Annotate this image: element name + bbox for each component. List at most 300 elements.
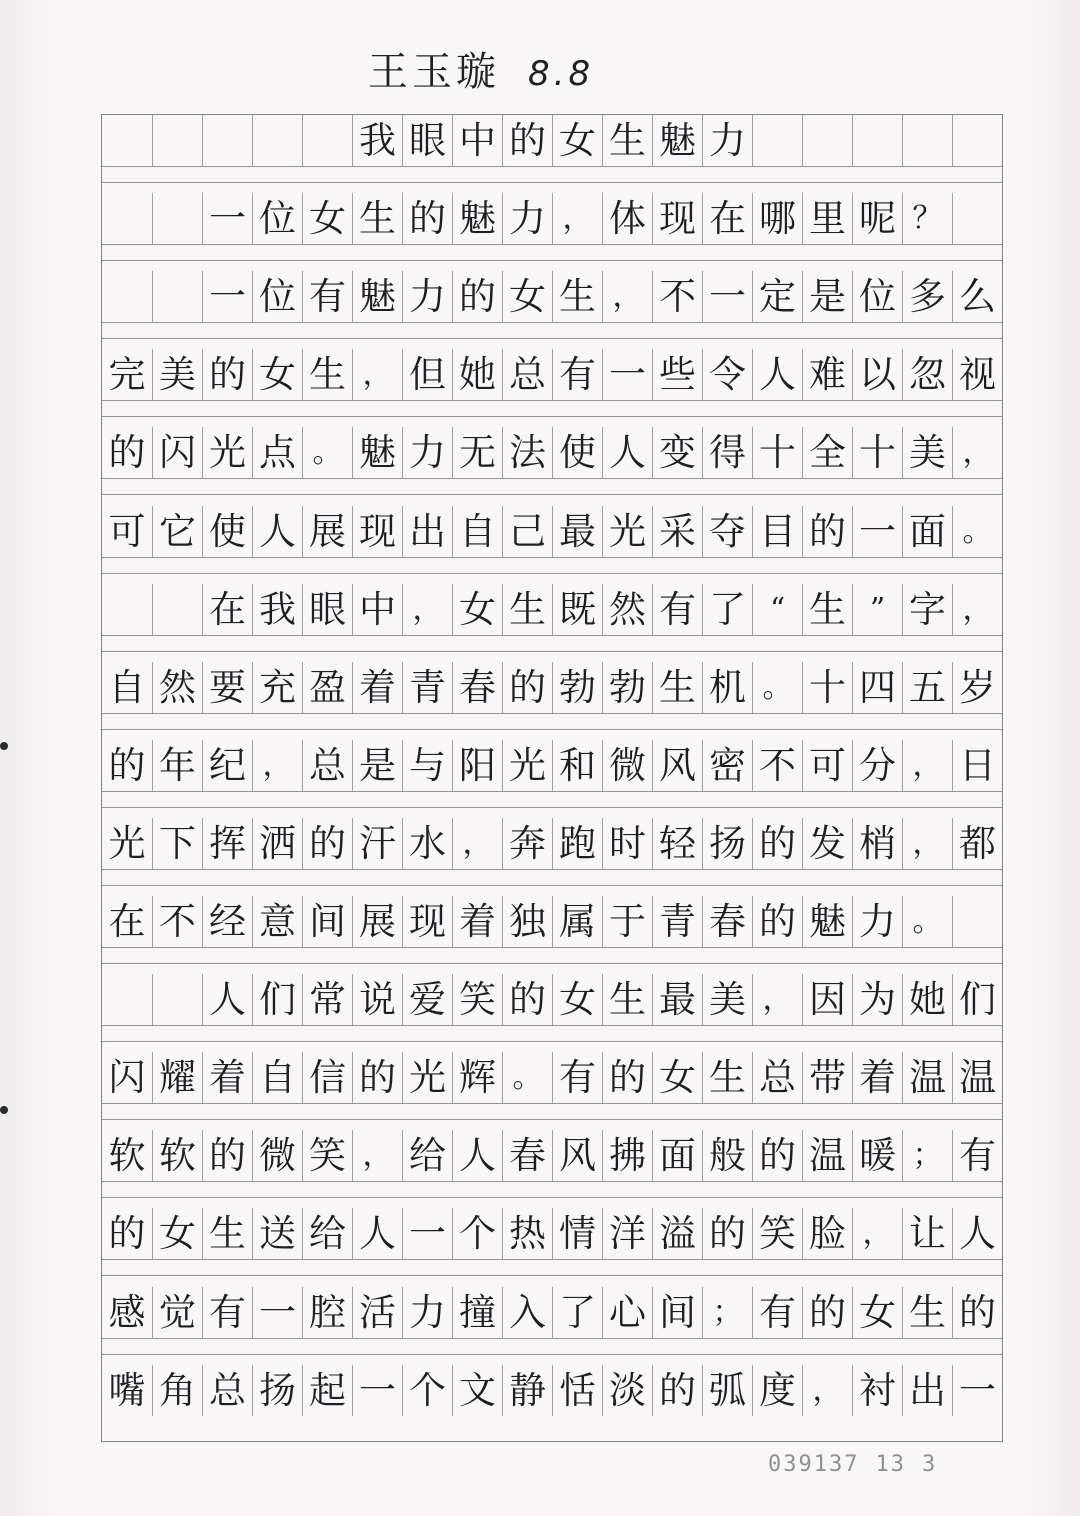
grid-cell: 意 xyxy=(252,896,302,947)
grid-cell: 呢 xyxy=(852,193,902,244)
grid-cell: 温 xyxy=(952,1052,1002,1103)
grid-cell: 出 xyxy=(402,506,452,557)
grid-cell: 春 xyxy=(702,896,752,947)
grid-cell: 女 xyxy=(552,974,602,1025)
grid-cell: 生 xyxy=(352,193,402,244)
grid-cell: 角 xyxy=(152,1365,202,1416)
grid-cell: 淡 xyxy=(602,1365,652,1416)
grid-cell: 让 xyxy=(902,1208,952,1259)
grid-cell xyxy=(202,115,252,166)
grid-cell: 最 xyxy=(552,506,602,557)
grid-cell: 软 xyxy=(152,1130,202,1181)
grid-cell: 洋 xyxy=(602,1208,652,1259)
grid-cell: 力 xyxy=(402,1287,452,1338)
grid-cell: 的 xyxy=(108,1212,146,1256)
grid-cell: 有 xyxy=(552,349,602,400)
grid-cell xyxy=(302,115,352,166)
grid-cell: 笑 xyxy=(752,1208,802,1259)
grid-cell: 分 xyxy=(852,740,902,791)
grid-cell: 勃 xyxy=(602,662,652,713)
grid-cell: 一 xyxy=(202,193,252,244)
title-row xyxy=(102,115,1002,166)
grid-cell: 女 xyxy=(302,193,352,244)
grid-cell: 面 xyxy=(902,506,952,557)
grid-cell: 日 xyxy=(952,740,1002,791)
grid-cell: 盈 xyxy=(302,662,352,713)
grid-cell: 美 xyxy=(702,974,752,1025)
text-row xyxy=(102,193,1002,244)
grid-cell xyxy=(752,115,802,166)
grid-cell: 生 xyxy=(502,584,552,635)
grid-cell xyxy=(952,193,1002,244)
grid-cell: 给 xyxy=(302,1208,352,1259)
grid-cell: 青 xyxy=(402,662,452,713)
date-label: 8.8 xyxy=(528,54,595,94)
text-row xyxy=(102,349,1002,400)
grid-cell: 生 xyxy=(552,271,602,322)
grid-cell: 是 xyxy=(352,740,402,791)
grid-cell: 一 xyxy=(852,506,902,557)
grid-cell: 与 xyxy=(402,740,452,791)
grid-cell: 了 xyxy=(552,1287,602,1338)
grid-cell xyxy=(952,115,1002,166)
grid-cell: 力 xyxy=(402,271,452,322)
grid-cell: 觉 xyxy=(152,1287,202,1338)
grid-cell: 风 xyxy=(652,740,702,791)
grid-cell: 人 xyxy=(202,974,252,1025)
grid-cell xyxy=(102,974,152,1025)
grid-cell: 我 xyxy=(252,584,302,635)
grid-cell: 因 xyxy=(802,974,852,1025)
author-name: 王玉璇 xyxy=(368,49,500,95)
grid-cell: 力 xyxy=(402,427,452,478)
grid-cell: ， xyxy=(252,740,302,791)
grid-cell: 眼 xyxy=(302,584,352,635)
binding-hole xyxy=(0,742,8,750)
grid-cell: 魅 xyxy=(452,193,502,244)
grid-cell: 采 xyxy=(652,506,702,557)
grid-cell: 光 xyxy=(502,740,552,791)
grid-cell: 视 xyxy=(952,349,1002,400)
paper-number-1: 13 xyxy=(875,1452,906,1477)
grid-cell: 现 xyxy=(352,506,402,557)
grid-cell: 现 xyxy=(652,193,702,244)
grid-cell: 生 xyxy=(702,1052,752,1103)
grid-cell: 女 xyxy=(852,1287,902,1338)
grid-cell: 撞 xyxy=(452,1287,502,1338)
grid-cell: 的 xyxy=(702,1208,752,1259)
grid-cell: 个 xyxy=(402,1365,452,1416)
grid-cell: 的 xyxy=(652,1365,702,1416)
grid-cell: 目 xyxy=(752,506,802,557)
grid-cell: 时 xyxy=(602,818,652,869)
grid-cell: 一 xyxy=(952,1365,1002,1416)
grid-cell: 哪 xyxy=(752,193,802,244)
grid-cell: 总 xyxy=(202,1365,252,1416)
grid-cell: 年 xyxy=(152,740,202,791)
text-row xyxy=(102,896,1002,947)
grid-cell: 位 xyxy=(852,271,902,322)
grid-cell: 力 xyxy=(852,896,902,947)
row-gap xyxy=(102,557,1002,574)
grid-cell: 使 xyxy=(552,427,602,478)
grid-cell: 女 xyxy=(502,271,552,322)
grid-cell xyxy=(252,115,302,166)
grid-cell: 她 xyxy=(452,349,502,400)
grid-cell: 给 xyxy=(402,1130,452,1181)
grid-cell: 的 xyxy=(202,349,252,400)
grid-cell: 自 xyxy=(452,506,502,557)
grid-cell: 拂 xyxy=(602,1130,652,1181)
title-char: 女 xyxy=(552,115,602,166)
grid-cell: 的 xyxy=(352,1052,402,1103)
grid-cell: 文 xyxy=(452,1365,502,1416)
grid-cell: 辉 xyxy=(452,1052,502,1103)
grid-cell: ， xyxy=(352,1130,402,1181)
grid-cell: 位 xyxy=(252,271,302,322)
grid-cell: 的 xyxy=(752,818,802,869)
grid-cell: 展 xyxy=(302,506,352,557)
grid-cell: 难 xyxy=(802,349,852,400)
grid-cell: 生 xyxy=(202,1208,252,1259)
text-row xyxy=(102,1130,1002,1181)
grid-cell: 为 xyxy=(852,974,902,1025)
grid-cell: 的 xyxy=(202,1130,252,1181)
grid-cell: 扬 xyxy=(252,1365,302,1416)
page-header xyxy=(368,40,594,97)
grid-cell: 阳 xyxy=(452,740,502,791)
grid-cell: 一 xyxy=(602,349,652,400)
text-row xyxy=(102,974,1002,1025)
grid-cell: 是 xyxy=(802,271,852,322)
grid-cell: 了 xyxy=(702,584,752,635)
grid-cell: 一 xyxy=(252,1287,302,1338)
grid-cell: 下 xyxy=(152,818,202,869)
grid-cell: 腔 xyxy=(302,1287,352,1338)
row-gap xyxy=(102,166,1002,183)
grid-cell: 夺 xyxy=(702,506,752,557)
grid-cell: 的 xyxy=(802,1287,852,1338)
row-gap xyxy=(102,1259,1002,1276)
grid-cell: 在 xyxy=(202,584,252,635)
grid-cell: 面 xyxy=(652,1130,702,1181)
grid-cell: ， xyxy=(602,271,652,322)
grid-cell: 们 xyxy=(952,974,1002,1025)
row-gap xyxy=(102,1338,1002,1355)
grid-cell: 人 xyxy=(252,506,302,557)
grid-cell: 五 xyxy=(902,662,952,713)
grid-cell: 于 xyxy=(602,896,652,947)
grid-cell: 爱 xyxy=(402,974,452,1025)
grid-cell: 要 xyxy=(202,662,252,713)
grid-cell: 岁 xyxy=(952,662,1002,713)
grid-cell: 充 xyxy=(252,662,302,713)
grid-cell: 出 xyxy=(902,1365,952,1416)
grid-cell: 暖 xyxy=(852,1130,902,1181)
grid-cell: 闪 xyxy=(108,1056,146,1100)
grid-cell: 不 xyxy=(752,740,802,791)
grid-cell: 梢 xyxy=(852,818,902,869)
grid-cell: 信 xyxy=(302,1052,352,1103)
grid-cell: “ xyxy=(752,584,802,635)
grid-cell: 弧 xyxy=(702,1365,752,1416)
grid-cell: 她 xyxy=(902,974,952,1025)
grid-cell: 。 xyxy=(752,662,802,713)
grid-cell: 都 xyxy=(952,818,1002,869)
grid-cell: 在 xyxy=(108,900,146,943)
grid-cell: ， xyxy=(552,193,602,244)
row-gap xyxy=(102,1103,1002,1120)
grid-cell: 着 xyxy=(852,1052,902,1103)
grid-cell xyxy=(852,115,902,166)
text-row xyxy=(102,740,1002,791)
grid-cell: 间 xyxy=(652,1287,702,1338)
grid-cell: 然 xyxy=(602,584,652,635)
grid-cell: ； xyxy=(902,1130,952,1181)
grid-cell xyxy=(952,896,1002,947)
grid-cell: 独 xyxy=(502,896,552,947)
text-row xyxy=(102,662,1002,713)
text-row xyxy=(102,1287,1002,1338)
grid-cell: 心 xyxy=(602,1287,652,1338)
grid-cell: 般 xyxy=(702,1130,752,1181)
grid-cell: ， xyxy=(402,584,452,635)
grid-cell: 的 xyxy=(602,1052,652,1103)
grid-cell: 轻 xyxy=(652,818,702,869)
grid-cell: 总 xyxy=(752,1052,802,1103)
grid-cell: 有 xyxy=(952,1130,1002,1181)
grid-cell: 人 xyxy=(352,1208,402,1259)
grid-cell: 生 xyxy=(302,349,352,400)
grid-cell: 发 xyxy=(802,818,852,869)
grid-cell: 一 xyxy=(352,1365,402,1416)
grid-cell: 总 xyxy=(302,740,352,791)
grid-cell: 体 xyxy=(602,193,652,244)
grid-cell: 现 xyxy=(402,896,452,947)
grid-cell: ？ xyxy=(902,193,952,244)
grid-cell: 一 xyxy=(202,271,252,322)
grid-cell: 十 xyxy=(852,427,902,478)
paper-footer xyxy=(768,1452,953,1477)
title-char: 我 xyxy=(352,115,402,166)
grid-cell: 不 xyxy=(652,271,702,322)
grid-cell: 有 xyxy=(202,1287,252,1338)
grid-cell: 光 xyxy=(602,506,652,557)
row-gap xyxy=(102,244,1002,261)
grid-cell: 字 xyxy=(902,584,952,635)
grid-cell: 的 xyxy=(502,662,552,713)
grid-cell: 的 xyxy=(108,431,146,475)
grid-cell: 带 xyxy=(802,1052,852,1103)
grid-cell: ， xyxy=(902,740,952,791)
row-gap xyxy=(102,400,1002,417)
grid-cell: 温 xyxy=(802,1130,852,1181)
grid-cell: 忽 xyxy=(902,349,952,400)
grid-cell: 闪 xyxy=(152,427,202,478)
grid-cell: 全 xyxy=(802,427,852,478)
grid-cell: 脸 xyxy=(802,1208,852,1259)
grid-cell: 机 xyxy=(702,662,752,713)
grid-cell xyxy=(102,115,152,166)
grid-cell xyxy=(152,193,202,244)
title-char: 眼 xyxy=(402,115,452,166)
grid-cell: 着 xyxy=(452,896,502,947)
grid-cell: 女 xyxy=(652,1052,702,1103)
grid-cell: 感 xyxy=(108,1290,146,1334)
grid-cell: 情 xyxy=(552,1208,602,1259)
grid-cell: 的 xyxy=(302,818,352,869)
text-row xyxy=(102,1208,1002,1259)
grid-cell: 着 xyxy=(202,1052,252,1103)
grid-cell: 生 xyxy=(802,584,852,635)
grid-cell: 的 xyxy=(502,974,552,1025)
grid-cell: 些 xyxy=(652,349,702,400)
grid-cell: 法 xyxy=(502,427,552,478)
grid-cell: 笑 xyxy=(302,1130,352,1181)
grid-cell: 。 xyxy=(902,896,952,947)
grid-cell: 人 xyxy=(452,1130,502,1181)
grid-cell: 洒 xyxy=(252,818,302,869)
grid-cell: 间 xyxy=(302,896,352,947)
grid-cell: 的 xyxy=(752,896,802,947)
grid-cell: 微 xyxy=(602,740,652,791)
row-gap xyxy=(102,869,1002,886)
grid-cell: 嘴 xyxy=(108,1368,146,1412)
grid-cell: 水 xyxy=(402,818,452,869)
grid-cell: 有 xyxy=(652,584,702,635)
grid-cell: 在 xyxy=(702,193,752,244)
binding-hole xyxy=(0,1106,8,1114)
grid-cell: 活 xyxy=(352,1287,402,1338)
grid-cell xyxy=(152,271,202,322)
grid-cell: 生 xyxy=(602,974,652,1025)
grid-cell: ， xyxy=(952,584,1002,635)
grid-cell: 笑 xyxy=(452,974,502,1025)
grid-cell: 挥 xyxy=(202,818,252,869)
grid-cell: 的 xyxy=(952,1287,1002,1338)
grid-cell: 力 xyxy=(502,193,552,244)
grid-cell: 美 xyxy=(902,427,952,478)
grid-cell: 常 xyxy=(302,974,352,1025)
grid-cell: 变 xyxy=(652,427,702,478)
grid-cell: 己 xyxy=(502,506,552,557)
grid-cell: 经 xyxy=(202,896,252,947)
grid-cell: 生 xyxy=(652,662,702,713)
grid-cell: 密 xyxy=(702,740,752,791)
title-char: 中 xyxy=(452,115,502,166)
grid-cell: 春 xyxy=(502,1130,552,1181)
grid-cell xyxy=(102,193,152,244)
grid-cell: 多 xyxy=(902,271,952,322)
grid-cell: 的 xyxy=(452,271,502,322)
title-char: 的 xyxy=(502,115,552,166)
text-row xyxy=(102,1365,1002,1416)
grid-cell: 软 xyxy=(108,1134,146,1178)
grid-cell: 。 xyxy=(952,506,1002,557)
grid-cell: ， xyxy=(902,818,952,869)
grid-cell: ， xyxy=(452,818,502,869)
grid-cell: ， xyxy=(952,427,1002,478)
grid-cell: 入 xyxy=(502,1287,552,1338)
grid-cell: 一 xyxy=(702,271,752,322)
grid-cell: 里 xyxy=(802,193,852,244)
grid-cell: 得 xyxy=(702,427,752,478)
grid-cell: 女 xyxy=(152,1208,202,1259)
text-row xyxy=(102,271,1002,322)
grid-cell: 说 xyxy=(352,974,402,1025)
grid-cell: 光 xyxy=(108,821,146,865)
grid-cell: 纪 xyxy=(202,740,252,791)
text-row xyxy=(102,1052,1002,1103)
grid-cell: 可 xyxy=(108,509,146,553)
grid-cell: 不 xyxy=(152,896,202,947)
grid-cell: 中 xyxy=(352,584,402,635)
grid-cell: ， xyxy=(802,1365,852,1416)
grid-cell xyxy=(152,584,202,635)
grid-cell: 的 xyxy=(802,506,852,557)
grid-cell: 光 xyxy=(202,427,252,478)
grid-cell: ， xyxy=(352,349,402,400)
grid-cell xyxy=(102,584,152,635)
grid-cell: 女 xyxy=(452,584,502,635)
grid-cell: 生 xyxy=(902,1287,952,1338)
grid-cell: 有 xyxy=(752,1287,802,1338)
row-gap xyxy=(102,635,1002,652)
grid-cell: 四 xyxy=(852,662,902,713)
grid-cell xyxy=(102,271,152,322)
grid-cell: 人 xyxy=(602,427,652,478)
grid-cell: 着 xyxy=(352,662,402,713)
grid-cell: 最 xyxy=(652,974,702,1025)
grid-cell: 的 xyxy=(108,743,146,787)
grid-cell: 。 xyxy=(502,1052,552,1103)
writing-grid xyxy=(101,114,1003,1442)
grid-cell: 人 xyxy=(752,349,802,400)
grid-cell xyxy=(152,974,202,1025)
grid-cell: 使 xyxy=(202,506,252,557)
paper-code: 039137 xyxy=(768,1452,860,1477)
grid-cell: 汗 xyxy=(352,818,402,869)
grid-cell: 魅 xyxy=(352,271,402,322)
grid-cell xyxy=(802,115,852,166)
grid-cell: 总 xyxy=(502,349,552,400)
grid-cell: 魅 xyxy=(802,896,852,947)
grid-cell: 么 xyxy=(952,271,1002,322)
grid-cell: 风 xyxy=(552,1130,602,1181)
grid-cell: 温 xyxy=(902,1052,952,1103)
grid-cell: 恬 xyxy=(552,1365,602,1416)
row-gap xyxy=(102,1025,1002,1042)
grid-cell: 微 xyxy=(252,1130,302,1181)
grid-cell: 光 xyxy=(402,1052,452,1103)
grid-cell: 青 xyxy=(652,896,702,947)
grid-cell: 自 xyxy=(252,1052,302,1103)
grid-cell: 可 xyxy=(802,740,852,791)
grid-cell: 定 xyxy=(752,271,802,322)
grid-cell: 有 xyxy=(302,271,352,322)
grid-cell: 跑 xyxy=(552,818,602,869)
grid-cell: 春 xyxy=(452,662,502,713)
grid-cell: 勃 xyxy=(552,662,602,713)
grid-cell: 但 xyxy=(402,349,452,400)
text-row xyxy=(102,427,1002,478)
row-gap xyxy=(102,947,1002,964)
grid-cell: 和 xyxy=(552,740,602,791)
grid-cell: 奔 xyxy=(502,818,552,869)
grid-cell: 们 xyxy=(252,974,302,1025)
grid-cell: 人 xyxy=(952,1208,1002,1259)
grid-cell: 展 xyxy=(352,896,402,947)
